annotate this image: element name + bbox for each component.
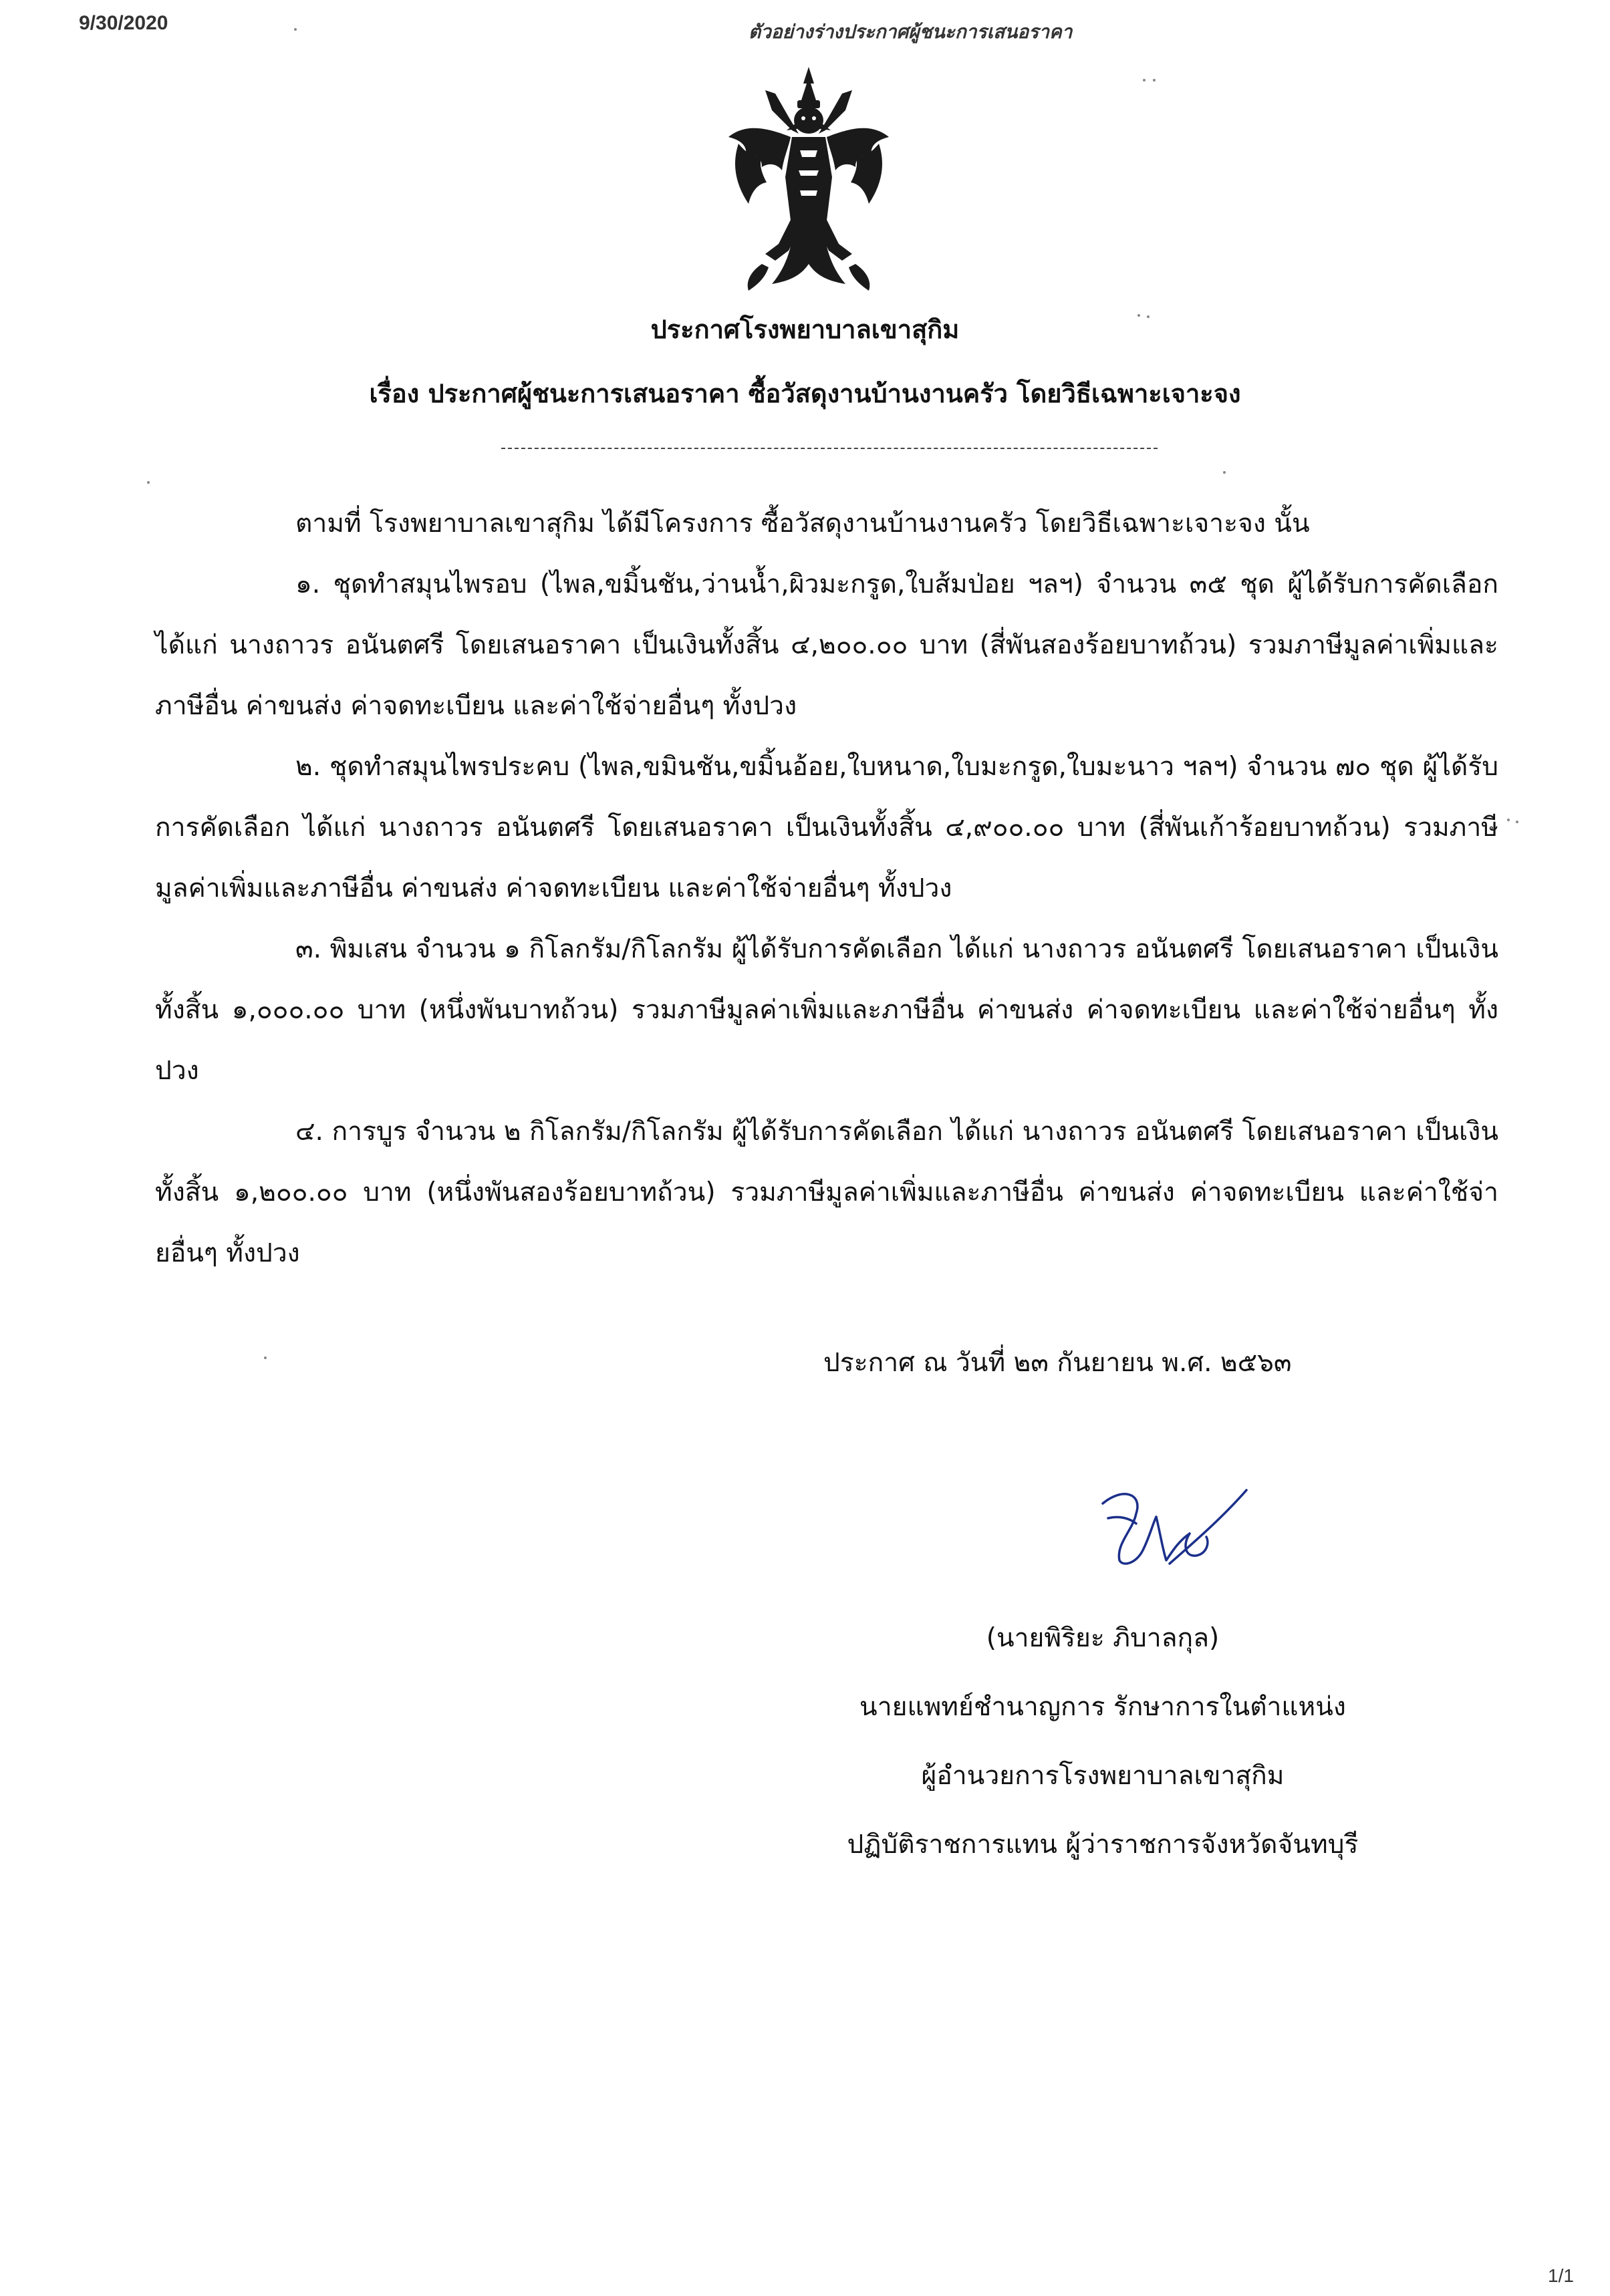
page-number: 1/1: [1548, 2265, 1574, 2286]
item-paragraph: ๔. การบูร จำนวน ๒ กิโลกรัม/กิโลกรัม ผู้ได้รับการคัดเลือก ได้แก่ นางถาวร อนันตศรี โดยเสนอราคา เป็นเงินทั้งสิ้น ๑,๒๐๐.๐๐ บาท (หนึ่งพันสองร้อยบาทถ้วน) รวมภาษีมูลค่าเพิ่มและภาษีอื่น ค่าขนส่ง ค่าจดทะเบียน และค่าใช้จ่ายอื่นๆ ทั้งปวง: [155, 1117, 1498, 1268]
page-title: ประกาศโรงพยาบาลเขาสุกิม: [650, 315, 960, 344]
announcement-date: ประกาศ ณ วันที่ ๒๓ กันยายน พ.ศ. ๒๕๖๓: [823, 1348, 1292, 1378]
signatory-name: (นายพิริยะ ภิบาลกุล): [986, 1623, 1220, 1653]
scan-speck: [1507, 819, 1510, 821]
announcement-subject: เรื่อง ประกาศผู้ชนะการเสนอราคา ซื้อวัสดุงานบ้านงานครัว โดยวิธีเฉพาะเจาะจง: [369, 379, 1241, 408]
scan-speck: [1516, 821, 1518, 823]
item-paragraph: ๑. ชุดทำสมุนไพรอบ (ไพล,ขมิ้นชัน,ว่านน้ำ,ผิวมะกรูด,ใบส้มป่อย ฯลฯ) จำนวน ๓๕ ชุด ผู้ได้รับการคัดเลือก ได้แก่ นางถาวร อนันตศรี โดยเสนอราคา เป็นเงินทั้งสิ้น ๔,๒๐๐.๐๐ บาท (สี่พันสองร้อยบาทถ้วน) รวมภาษีมูลค่าเพิ่มและภาษีอื่น ค่าขนส่ง ค่าจดทะเบียน และค่าใช้จ่ายอื่นๆ ทั้งปวง: [155, 569, 1498, 721]
signatory-position: ผู้อำนวยการโรงพยาบาลเขาสุกิม: [921, 1761, 1285, 1791]
header-title: ตัวอย่างร่างประกาศผู้ชนะการเสนอราคา: [749, 21, 1073, 43]
item-paragraph: ๓. พิมเสน จำนวน ๑ กิโลกรัม/กิโลกรัม ผู้ได้รับการคัดเลือก ได้แก่ นางถาวร อนันตศรี โดยเสนอราคา เป็นเงินทั้งสิ้น ๑,๐๐๐.๐๐ บาท (หนึ่งพันบาทถ้วน) รวมภาษีมูลค่าเพิ่มและภาษีอื่น ค่าขนส่ง ค่าจดทะเบียน และค่าใช้จ่ายอื่นๆ ทั้งปวง: [155, 934, 1498, 1086]
signatory-position: นายแพทย์ชำนาญการ รักษาการในตำแหน่ง: [859, 1692, 1346, 1722]
announcement-body: [155, 493, 1498, 1284]
title-divider: [501, 448, 1158, 449]
header-date: 9/30/2020: [79, 12, 168, 34]
garuda-emblem-icon: [725, 63, 892, 294]
signatory-position: ปฏิบัติราชการแทน ผู้ว่าราชการจังหวัดจันทบุรี: [847, 1830, 1359, 1860]
scan-speck: [147, 481, 150, 484]
scan-speck: [264, 1356, 267, 1359]
scan-speck: [1223, 471, 1226, 474]
item-paragraph: ๒. ชุดทำสมุนไพรประคบ (ไพล,ขมินชัน,ขมิ้นอ้อย,ใบหนาด,ใบมะกรูด,ใบมะนาว ฯลฯ) จำนวน ๗๐ ชุด ผู้ได้รับการคัดเลือก ได้แก่ นางถาวร อนันตศรี โดยเสนอราคา เป็นเงินทั้งสิ้น ๔,๙๐๐.๐๐ บาท (สี่พันเก้าร้อยบาทถ้วน) รวมภาษีมูลค่าเพิ่มและภาษีอื่น ค่าขนส่ง ค่าจดทะเบียน และค่าใช้จ่ายอื่นๆ ทั้งปวง: [155, 752, 1498, 903]
signatory-block: [769, 1604, 1437, 1879]
scan-speck: [1153, 79, 1156, 82]
scan-speck: [294, 28, 297, 31]
scan-speck: [1147, 315, 1150, 318]
scan-speck: [1137, 314, 1140, 317]
scan-speck: [1143, 79, 1146, 82]
handwritten-signature-icon: [1089, 1477, 1250, 1577]
intro-paragraph: ตามที่ โรงพยาบาลเขาสุกิม ได้มีโครงการ ซื้อวัสดุงานบ้านงานครัว โดยวิธีเฉพาะเจาะจง นั้น: [295, 509, 1310, 539]
